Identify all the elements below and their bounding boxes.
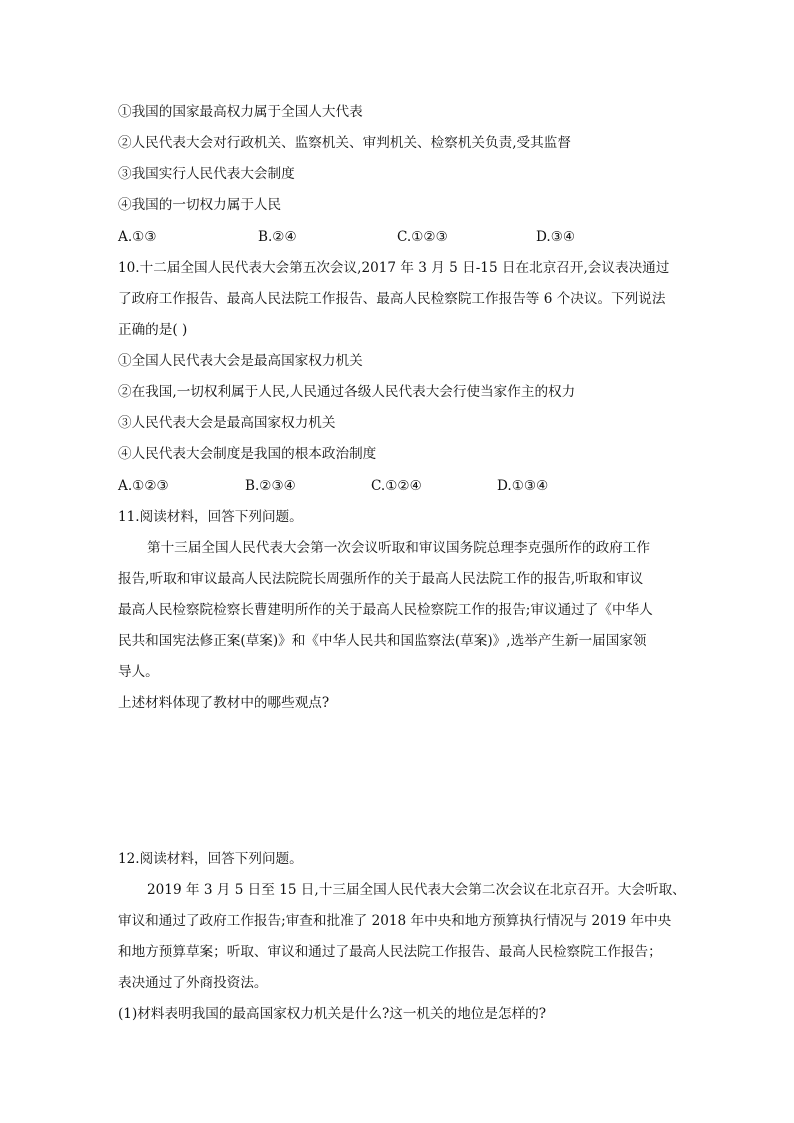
q12-material-line-2: 审议和通过了政府工作报告;审查和批准了 2018 年中央和地方预算执行情况与 2019 年中央 (118, 913, 672, 929)
q10-statement-1: ①全国人民代表大会是最高国家权力机关 (118, 353, 363, 369)
q10-stem-line-3: 正确的是( ) (118, 322, 188, 338)
q10-stem-line-1: 10.十二届全国人民代表大会第五次会议,2017 年 3 月 5 日-15 日在北京召开,会议表决通过 (118, 260, 670, 276)
q9-option-d: D.③④ (536, 229, 576, 245)
q9-statement-1: ①我国的国家最高权力属于全国人大代表 (118, 104, 363, 120)
q10-option-a: A.①②③ (118, 478, 169, 494)
q10-statement-2: ②在我国,一切权利属于人民,人民通过各级人民代表大会行使当家作主的权力 (118, 384, 576, 400)
q10-stem-line-2: 了政府工作报告、最高人民法院工作报告、最高人民检察院工作报告等 6 个决议。下列说法 (118, 291, 666, 307)
q11-material-line-2: 报告,听取和审议最高人民法院院长周强所作的关于最高人民法院工作的报告,听取和审议 (118, 571, 644, 587)
q11-stem: 11.阅读材料，回答下列问题。 (118, 509, 303, 525)
q10-option-b: B.②③④ (245, 478, 296, 494)
q10-statement-3: ③人民代表大会是最高国家权力机关 (118, 415, 336, 431)
q11-material-line-4: 民共和国宪法修正案(草案)》和《中华人民共和国监察法(草案)》,选举产生新一届国家领 (118, 633, 647, 649)
q12-material-line-3: 和地方预算草案；听取、审议和通过了最高人民法院工作报告、最高人民检察院工作报告； (118, 944, 662, 960)
q12-material-line-4: 表决通过了外商投资法。 (118, 975, 268, 991)
q9-option-a: A.①③ (118, 229, 157, 245)
q10-option-d: D.①③④ (497, 478, 549, 494)
q11-material-line-1: 第十三届全国人民代表大会第一次会议听取和审议国务院总理李克强所作的政府工作 (147, 540, 650, 556)
q9-statement-4: ④我国的一切权力属于人民 (118, 197, 282, 213)
q10-statement-4: ④人民代表大会制度是我国的根本政治制度 (118, 446, 377, 462)
q9-option-b: B.②④ (258, 229, 297, 245)
q10-option-c: C.①②④ (371, 478, 422, 494)
q11-question: 上述材料体现了教材中的哪些观点? (118, 695, 330, 711)
q12-material-line-1: 2019 年 3 月 5 日至 15 日,十三届全国人民代表大会第二次会议在北京召开。大会听取、 (147, 882, 686, 898)
q12-stem: 12.阅读材料，回答下列问题。 (118, 851, 303, 867)
q9-statement-3: ③我国实行人民代表大会制度 (118, 166, 295, 182)
q11-material-line-5: 导人。 (118, 664, 159, 680)
q11-material-line-3: 最高人民检察院检察长曹建明所作的关于最高人民检察院工作的报告;审议通过了《中华人 (118, 602, 653, 618)
q9-statement-2: ②人民代表大会对行政机关、监察机关、审判机关、检察机关负责,受其监督 (118, 135, 571, 151)
q12-question-1: (1)材料表明我国的最高国家权力机关是什么?这一机关的地位是怎样的? (118, 1006, 547, 1022)
q9-option-c: C.①②③ (397, 229, 448, 245)
